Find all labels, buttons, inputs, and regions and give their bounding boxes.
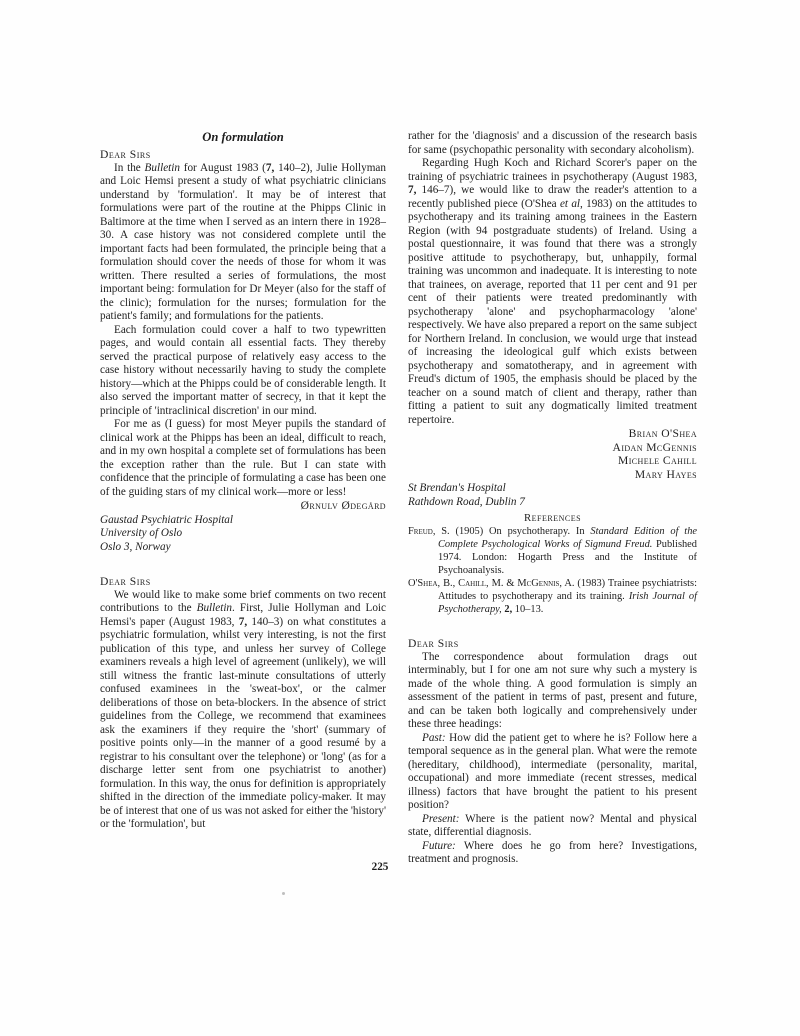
address-line: Oslo 3, Norway <box>100 540 171 553</box>
paragraph: Future: Where does he go from here? Investigations, treatment and prognosis. <box>408 839 697 865</box>
address-line: University of Oslo <box>100 527 183 539</box>
salutation: Dear Sirs <box>100 575 151 588</box>
address-line: St Brendan's Hospital <box>408 482 506 494</box>
signature-name: Brian O'Shea <box>628 427 697 440</box>
signature-name: Aidan McGennis <box>612 440 697 454</box>
paragraph: We would like to make some brief comments on two recent contributions to the Bulletin. First, Julie Hollyman and Loic Hemsi's paper (August 1983, 7, 140–3) on what constitutes a psychiatric formulation, whilst very interesting, is not the first publication of this type, and unless her survey of College examiners reveals a high level of agreement (unlikely), we will still witness the frantic last-minute consultations of utterly confused examinees in the 'sweat-box', or the calmer deliberations of those on beta-blockers. In the absence of strict guidelines from the College, we recommend that examinees ask the examiners if they require the 'short' (summary of positive points only—in the manner of a good resumé by a registrar to his consultant over the telephone) or 'long' (as for a discharge letter sent from one psychiatrist to another) formulation. In this way, the onus for definition is appropriately shifted in the direction of the immediate policy-maker. It may be of interest that one of us was not asked for either the 'history' or the 'formulation', but <box>100 588 386 830</box>
paragraph: Past: How did the patient get to where he is? Follow here a temporal sequence as in the general plan. What were the remote (hereditary, childhood), intermediate (personality, marital, occupational) and more immediate (recent stresses, medical illness) factors that have brought the patient to his present position? <box>408 731 697 811</box>
signature-name: Mary Hayes <box>634 467 697 481</box>
signature-name: Ørnulv Ødegård <box>300 499 386 512</box>
reference-entry: O'Shea, B., Cahill, M. & McGennis, A. (1983) Trainee psychiatrists: Attitudes to psychotherapy and its training. Irish Journal of Psychotherapy, 2, 10–13. <box>408 578 697 615</box>
ink-speck-decoration <box>282 892 285 895</box>
paragraph: The correspondence about formulation drags out interminably, but I for one am not sure why such a mystery is made of the whole thing. A good formulation is simply an assessment of the patient in terms of past, present and future, and can be taken both logically and comprehensively under these three headings: <box>408 650 697 730</box>
paragraph: Present: Where is the patient now? Mental and physical state, differential diagnosis. <box>408 812 697 838</box>
references-heading: References <box>523 512 582 524</box>
paragraph: In the Bulletin for August 1983 (7, 140–2), Julie Hollyman and Loic Hemsi present a study of what psychiatric clinicians understand by 'formulation'. It may be of interest that formulations were part of the routine at the Phipps Clinic in Baltimore at the time when I served as an intern there in 1928–30. A case history was not considered complete until the important facts had been formulated, the principle being that a formulation should cover the needs of those for whom it was written. There resulted a series of formulations, the most important being: formulation for Dr Meyer (also for the staff of the clinic); formulation for the nurses; formulation for the patient's family; and formulations for the patients. <box>100 161 386 322</box>
right-column <box>408 130 697 867</box>
paragraph: Regarding Hugh Koch and Richard Scorer's paper on the training of psychiatric trainees in psychotherapy (August 1983, 7, 146–7), we would like to draw the reader's attention to a recently published piece (O'Shea et al, 1983) on the attitudes to psychotherapy and its training among trainees in the Eastern Region (with 94 postgraduate students) of Ireland. Using a postal questionnaire, it was found that there was a strongly positive attitude to psychotherapy, but, unhappily, formal training was uncommon and inadequate. It is interesting to note that trainees, on average, reported that 11 per cent and 91 per cent of their patients were treated predominantly with psychotherapy 'alone' and psychopharmacology 'alone' respectively. We have also prepared a report on the same subject for Northern Ireland. In conclusion, we would urge that instead of increasing the ideological gulf which exists between psychotherapy and somatotherapy, and in agreement with Freud's dictum of 1905, the emphasis should be placed by the teacher on a sound match of client and therapy, rather than fitting a patient to suit any dogmatically limited treatment repertoire. <box>408 157 697 426</box>
reference-entry: Freud, S. (1905) On psychotherapy. In Standard Edition of the Complete Psychological Works of Sigmund Freud. Published 1974. London: Hogarth Press and the Institute of Psychoanalysis. <box>408 526 697 576</box>
paragraph: For me as (I guess) for most Meyer pupils the standard of clinical work at the Phipps has been an ideal, difficult to reach, and in my own hospital a complete set of formulations has been the exception rather than the rule. But I can state with confidence that the principle of formulating a case has been one of the guiding stars of my clinical work—more or less! <box>100 418 386 498</box>
salutation: Dear Sirs <box>100 148 151 161</box>
address-line: Rathdown Road, Dublin 7 <box>408 495 525 508</box>
page-number: 225 <box>371 861 389 873</box>
paragraph-continuation: rather for the 'diagnosis' and a discussion of the research basis for same (psychopathic personality with secondary alcoholism). <box>408 130 697 156</box>
paragraph: Each formulation could cover a half to two typewritten pages, and would contain all essential facts. They thereby served the practical purpose of relatively easy access to the case history without necessarily having to study the complete history—which at the Phipps could be of considerable length. It also served the important matter of secrecy, in that it kept the principle of 'intraclinical discretion' in our mind. <box>100 323 386 417</box>
left-column <box>100 130 386 832</box>
signature-name: Michele Cahill <box>618 454 697 467</box>
salutation: Dear Sirs <box>408 637 459 650</box>
letter-title: On formulation <box>202 130 284 144</box>
address-line: Gaustad Psychiatric Hospital <box>100 513 233 526</box>
